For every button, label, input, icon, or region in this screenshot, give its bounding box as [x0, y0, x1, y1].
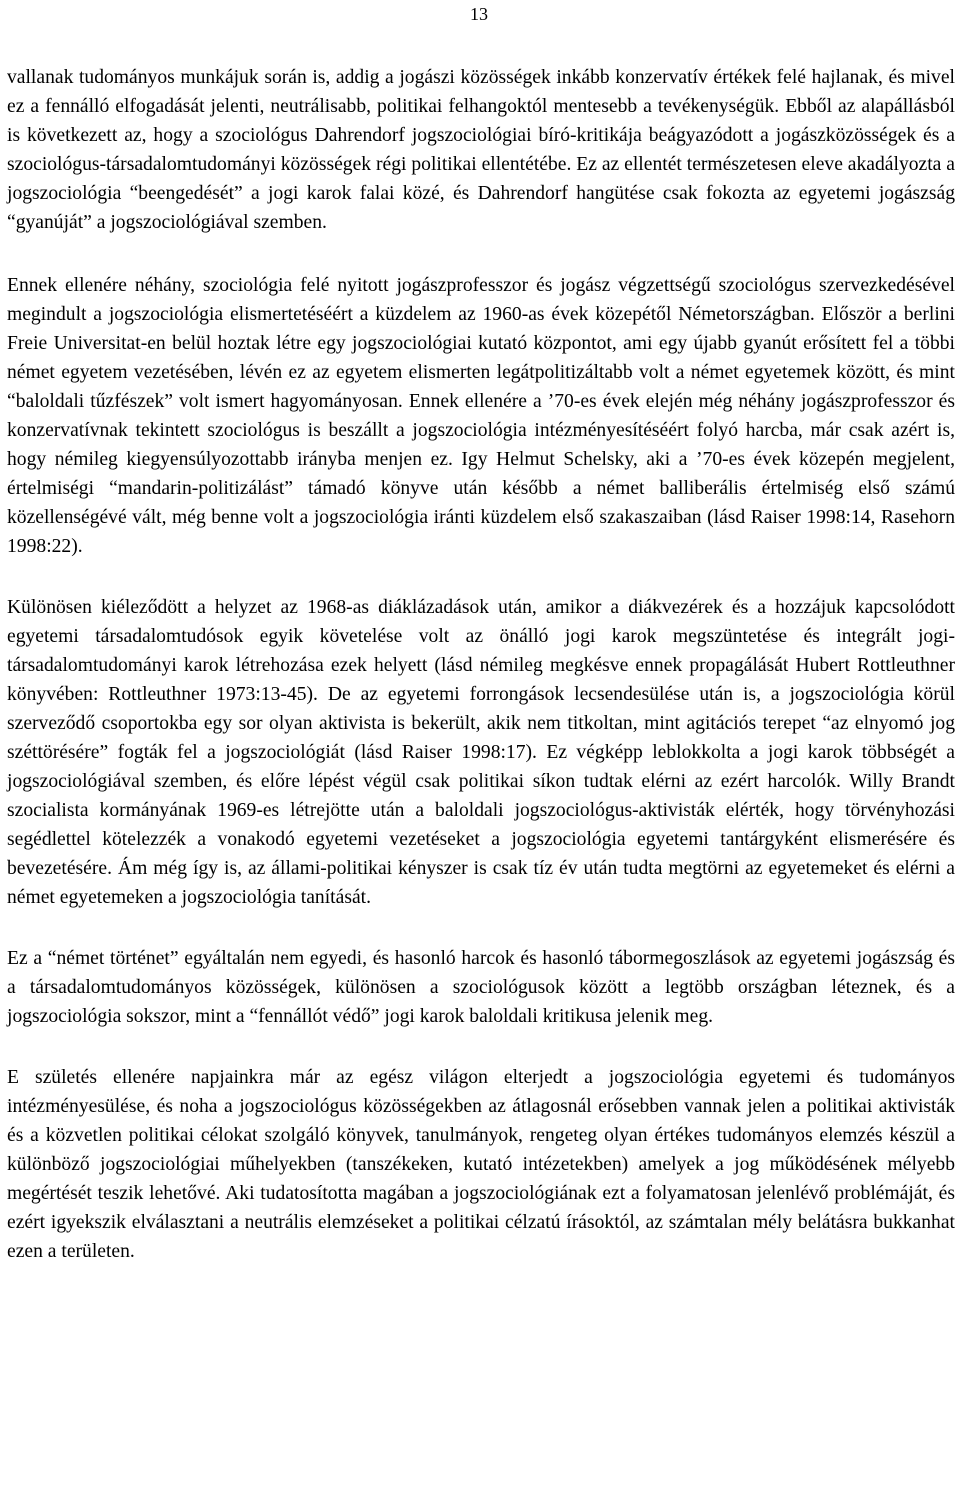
paragraph-2: Ennek ellenére néhány, szociológia felé nyitott jogászprofesszor és jogász végzettségű szociológus szervezkedésével megindult a jogszociológia elismertetéséért a küzdelem az 1960-as évek közepétől Németországban. Először a berlini Freie Universitat-en belül hoztak létre egy jogszociológiai kutató központot, ami egy újabb gyanút erősített fel a többi német egyetem vezetésében, lévén ez az egyetem elismerten legátpolitizáltabb volt a német egyetemek között, és mint “baloldali tűzfészek” volt ismert hagyományosan. Ennek ellenére a ’70-es évek elején még néhány jogászprofesszor és konzervatívnak tekintett szociológus is beszállt a jogszociológia intézményesítéséért folyó harcba, már csak azért is, hogy némileg kiegyensúlyozottabb irányba menjen ez. Igy Helmut Schelsky, aki a ’70-es évek közepén megjelent, értelmiségi “mandarin-politizálást” támadó könyve után később a német balliberális értelmiség első számú közellenségévé vált, még benne volt a jogszociológia iránti küzdelem első szakaszaiban (lásd Raiser 1998:14, Rasehorn 1998:22). [7, 275, 955, 557]
body-text [7, 63, 955, 1292]
paragraph-3: Különösen kiéleződött a helyzet az 1968-as diáklázadások után, amikor a diákvezérek és a hozzájuk kapcsolódott egyetemi társadalomtudósok egyik követelése volt az önálló jogi karok megszüntetése és integrált jogi-társadalomtudományi karok létrehozása ezek helyett (lásd némileg megkésve ennek propagálását Hubert Rottleuthner könyvében: Rottleuthner 1973:13-45). De az egyetemi forrongások lecsendesülése után is, a jogszociológia körül szerveződő csoportokba egy sor olyan aktivista is bekerült, akik nem titkoltan, mint agitációs terepet “az elnyomó jog széttörésére” fogták fel a jogszociológiát (lásd Raiser 1998:17). Ez végképp leblokkolta a jogi karok többségét a jogszociológiával szemben, és előre lépést végül csak politikai síkon tudtak elérni az ezért harcolók. Willy Brandt szocialista kormányának 1969-es létrejötte után a baloldali jogszociológus-aktivisták elérték, hogy törvényhozási segédlettel kötelezzék a vonakodó egyetemi vezetéseket a jogszociológia egyetemi tantárgyként elismerésére és bevezetésére. Ám még így is, az állami-politikai kényszer is csak tíz év után tudta megtörni az egyetemeket és elérni a német egyetemeken a jogszociológia tanítását. [7, 597, 955, 908]
paragraph-4: Ez a “német történet” egyáltalán nem egyedi, és hasonló harcok és hasonló tábormegoszlások az egyetemi jogászság és a társadalomtudományos közösségek, különösen a szociológusok között a legtöbb országban léteznek, és a jogszociológia sokszor, mint a “fennállót védő” jogi karok baloldali kritikusa jelenik meg. [7, 948, 955, 1027]
paragraph-1: vallanak tudományos munkájuk során is, addig a jogászi közösségek inkább konzervatív értékek felé hajlanak, és mivel ez a fennálló elfogadását jelenti, neutrálisabb, politikai felhangoktól mentesebb a tevékenységük. Ebből az alapállásból is következett az, hogy a szociológus Dahrendorf jogszociológiai bíró-kritikája beágyazódott a jogászközösségek és a szociológus-társadalomtudományi közösségek régi politikai ellentétébe. Ez az ellentét természetesen eleve akadályozta a jogszociológia “beengedését” a jogi karok falai közé, és Dahrendorf hangütése csak fokozta az egyetemi jogászság “gyanúját” a jogszociológiával szemben. [7, 67, 955, 233]
page-number: 13 [470, 4, 488, 24]
paragraph-5: E születés ellenére napjainkra már az egész világon elterjedt a jogszociológia egyetemi és tudományos intézményesülése, és noha a jogszociológus közösségekben az átlagosnál erősebben vannak jelen a politikai aktivisták és a közvetlen politikai célokat szolgáló könyvek, tanulmányok, rengeteg olyan értékes tudományos elemzés készül a különböző jogszociológiai műhelyekben (tanszékeken, kutató intézetekben) amelyek a jog működésének mélyebb megértését teszik lehetővé. Aki tudatosította magában a jogszociológiának ezt a folyamatosan jelenlévő problémáját, és ezért igyekszik elválasztani a neutrális elemzéseket a politikai célzatú írásoktól, az számtalan mély belátásra bukkanhat ezen a területen. [7, 1067, 955, 1262]
